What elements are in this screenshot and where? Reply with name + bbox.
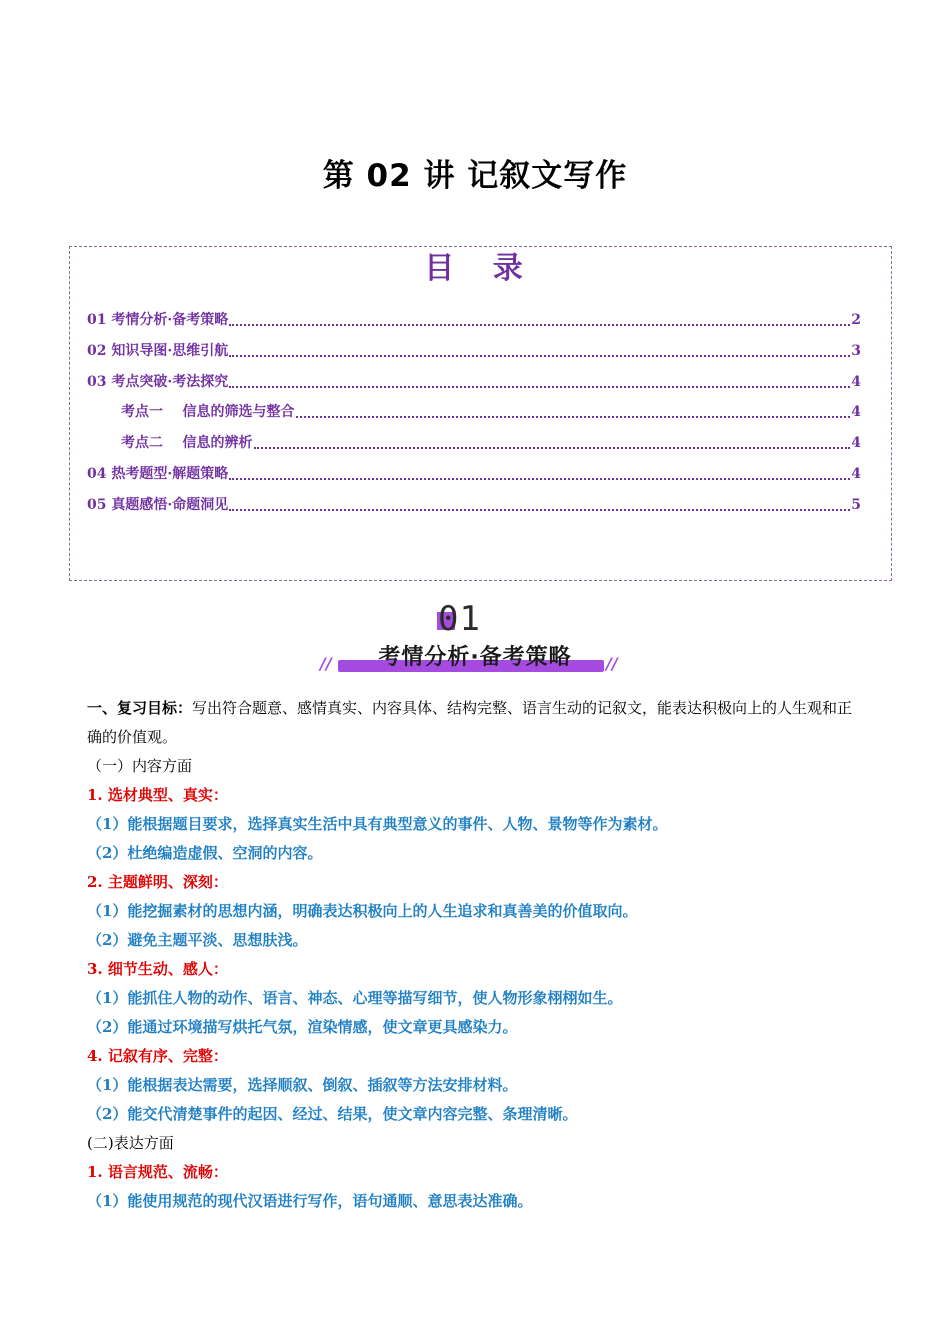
section-badge [310,598,640,682]
point-5-heading: 1. 语言规范、流畅： [87,1163,228,1181]
point-1-item-2: （2）杜绝编造虚假、空洞的内容。 [87,844,323,862]
point-4-item-2: （2）能交代清楚事件的起因、经过、结果，使文章内容完整、条理清晰。 [87,1105,578,1123]
point-3-heading: 3. 细节生动、感人： [87,960,228,978]
toc-entry-03-1[interactable]: 考点一 信息的筛选与整合 4 [121,404,861,420]
slash-left-decoration: // [320,654,332,673]
toc-heading: 目 录 [424,251,537,286]
point-3-item-1: （1）能抓住人物的动作、语言、神态、心理等描写细节，使人物形象栩栩如生。 [87,989,623,1007]
toc-entry-03-2[interactable]: 考点二 信息的辨析 4 [121,435,861,451]
point-4-item-1: （1）能根据表达需要，选择顺叙、倒叙、插叙等方法安排材料。 [87,1076,518,1094]
section-number: 01 [438,599,481,639]
point-3-item-2: （2）能通过环境描写烘托气氛，渲染情感，使文章更具感染力。 [87,1018,518,1036]
toc-entry-04[interactable]: 04 热考题型·解题策略 4 [87,466,861,482]
toc-entry-01[interactable]: 01 考情分析·备考策略 2 [87,312,861,328]
point-1-item-1: （1）能根据题目要求，选择真实生活中具有典型意义的事件、人物、景物等作为素材。 [87,815,668,833]
toc-entry-03[interactable]: 03 考点突破·考法探究 4 [87,374,861,390]
content-body [87,694,867,1216]
subheading-content: （一）内容方面 [87,757,193,775]
page-title: 第 02 讲 记叙文写作 [322,158,628,194]
slash-right-decoration: // [606,654,618,673]
review-goal-text: 写出符合题意、感情真实、内容具体、结构完整、语言生动的记叙文，能表达积极向上的人生观和正确的价值观。 [87,699,853,746]
toc-entry-02[interactable]: 02 知识导图·思维引航 3 [87,343,861,359]
subheading-expression: (二)表达方面 [87,1134,174,1152]
point-4-heading: 4. 记叙有序、完整： [87,1047,228,1065]
point-2-item-2: （2）避免主题平淡、思想肤浅。 [87,931,308,949]
review-goal-label: 一、复习目标： [87,699,193,717]
toc-entry-05[interactable]: 05 真题感悟·命题洞见 5 [87,497,861,513]
review-goal [87,694,867,752]
table-of-contents [69,246,892,581]
point-1-heading: 1. 选材典型、真实： [87,786,228,804]
point-2-heading: 2. 主题鲜明、深刻： [87,873,228,891]
point-2-item-1: （1）能挖掘素材的思想内涵，明确表达积极向上的人生追求和真善美的价值取向。 [87,902,638,920]
section-title: 考情分析·备考策略 [378,645,572,670]
point-5-item-1: （1）能使用规范的现代汉语进行写作，语句通顺、意思表达准确。 [87,1192,533,1210]
